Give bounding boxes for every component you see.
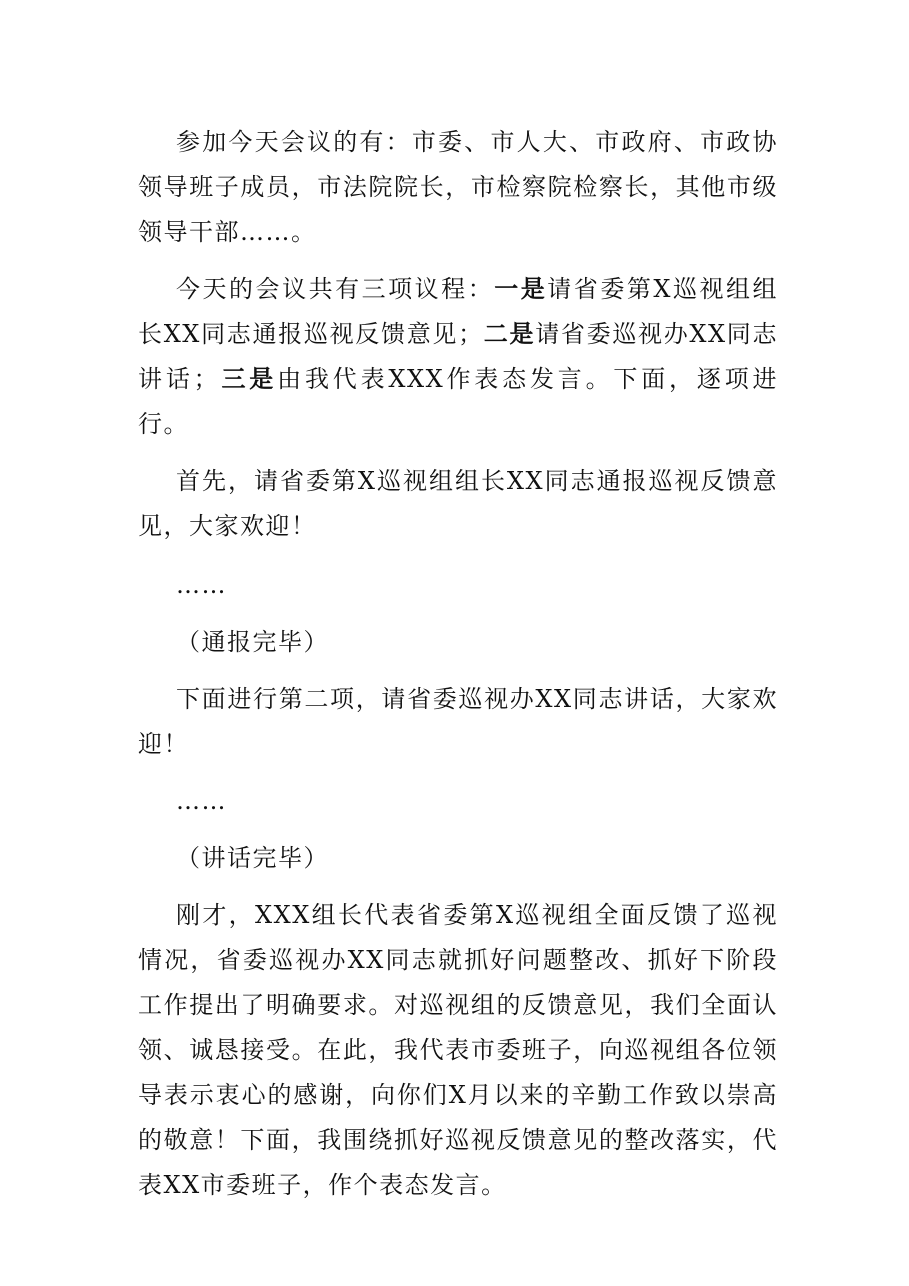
- paragraph-ellipsis-2: ……: [176, 787, 227, 815]
- document-body: [138, 120, 778, 1208]
- agenda-item-2-text: 请省委巡视办XX同志讲话；: [138, 320, 779, 393]
- paragraph-report-complete: （通报完毕）: [176, 628, 329, 656]
- paragraph-ellipsis-1: ……: [176, 571, 227, 599]
- paragraph-summary: 刚才，XXX组长代表省委第X巡视组全面反馈了巡视情况，省委巡视办XX同志就抓好问题整改、抓好下阶段工作提出了明确要求。对巡视组的反馈意见，我们全面认领、诚恳接受。在此，我代表市委班子，向巡视组各位领导表示衷心的感谢，向你们X月以来的辛勤工作致以崇高的敬意！下面，我围绕抓好巡视反馈意见的整改落实，代表XX市委班子，作个表态发言。: [138, 901, 778, 1199]
- agenda-item-2-label: 二是: [483, 320, 536, 348]
- paragraph-speech-complete: （讲话完毕）: [176, 844, 329, 872]
- paragraph-attendees: 参加今天会议的有：市委、市人大、市政府、市政协领导班子成员，市法院院长，市检察院检察长，其他市级领导干部……。: [138, 128, 778, 246]
- agenda-item-1-text: 请省委第X巡视组组长XX同志通报巡视反馈意见；: [138, 275, 779, 348]
- agenda-item-1-label: 一是: [494, 275, 548, 303]
- agenda-item-3-text: 由我代表XXX作表态发言。下面，逐项进行。: [138, 365, 779, 438]
- agenda-intro: 今天的会议共有三项议程：: [176, 275, 495, 303]
- paragraph-first-item: 首先，请省委第X巡视组组长XX同志通报巡视反馈意见，大家欢迎！: [138, 467, 778, 540]
- paragraph-second-item: 下面进行第二项，请省委巡视办XX同志讲话，大家欢迎！: [138, 685, 778, 758]
- paragraph-agenda: [138, 267, 778, 447]
- agenda-item-3-label: 三是: [219, 365, 278, 393]
